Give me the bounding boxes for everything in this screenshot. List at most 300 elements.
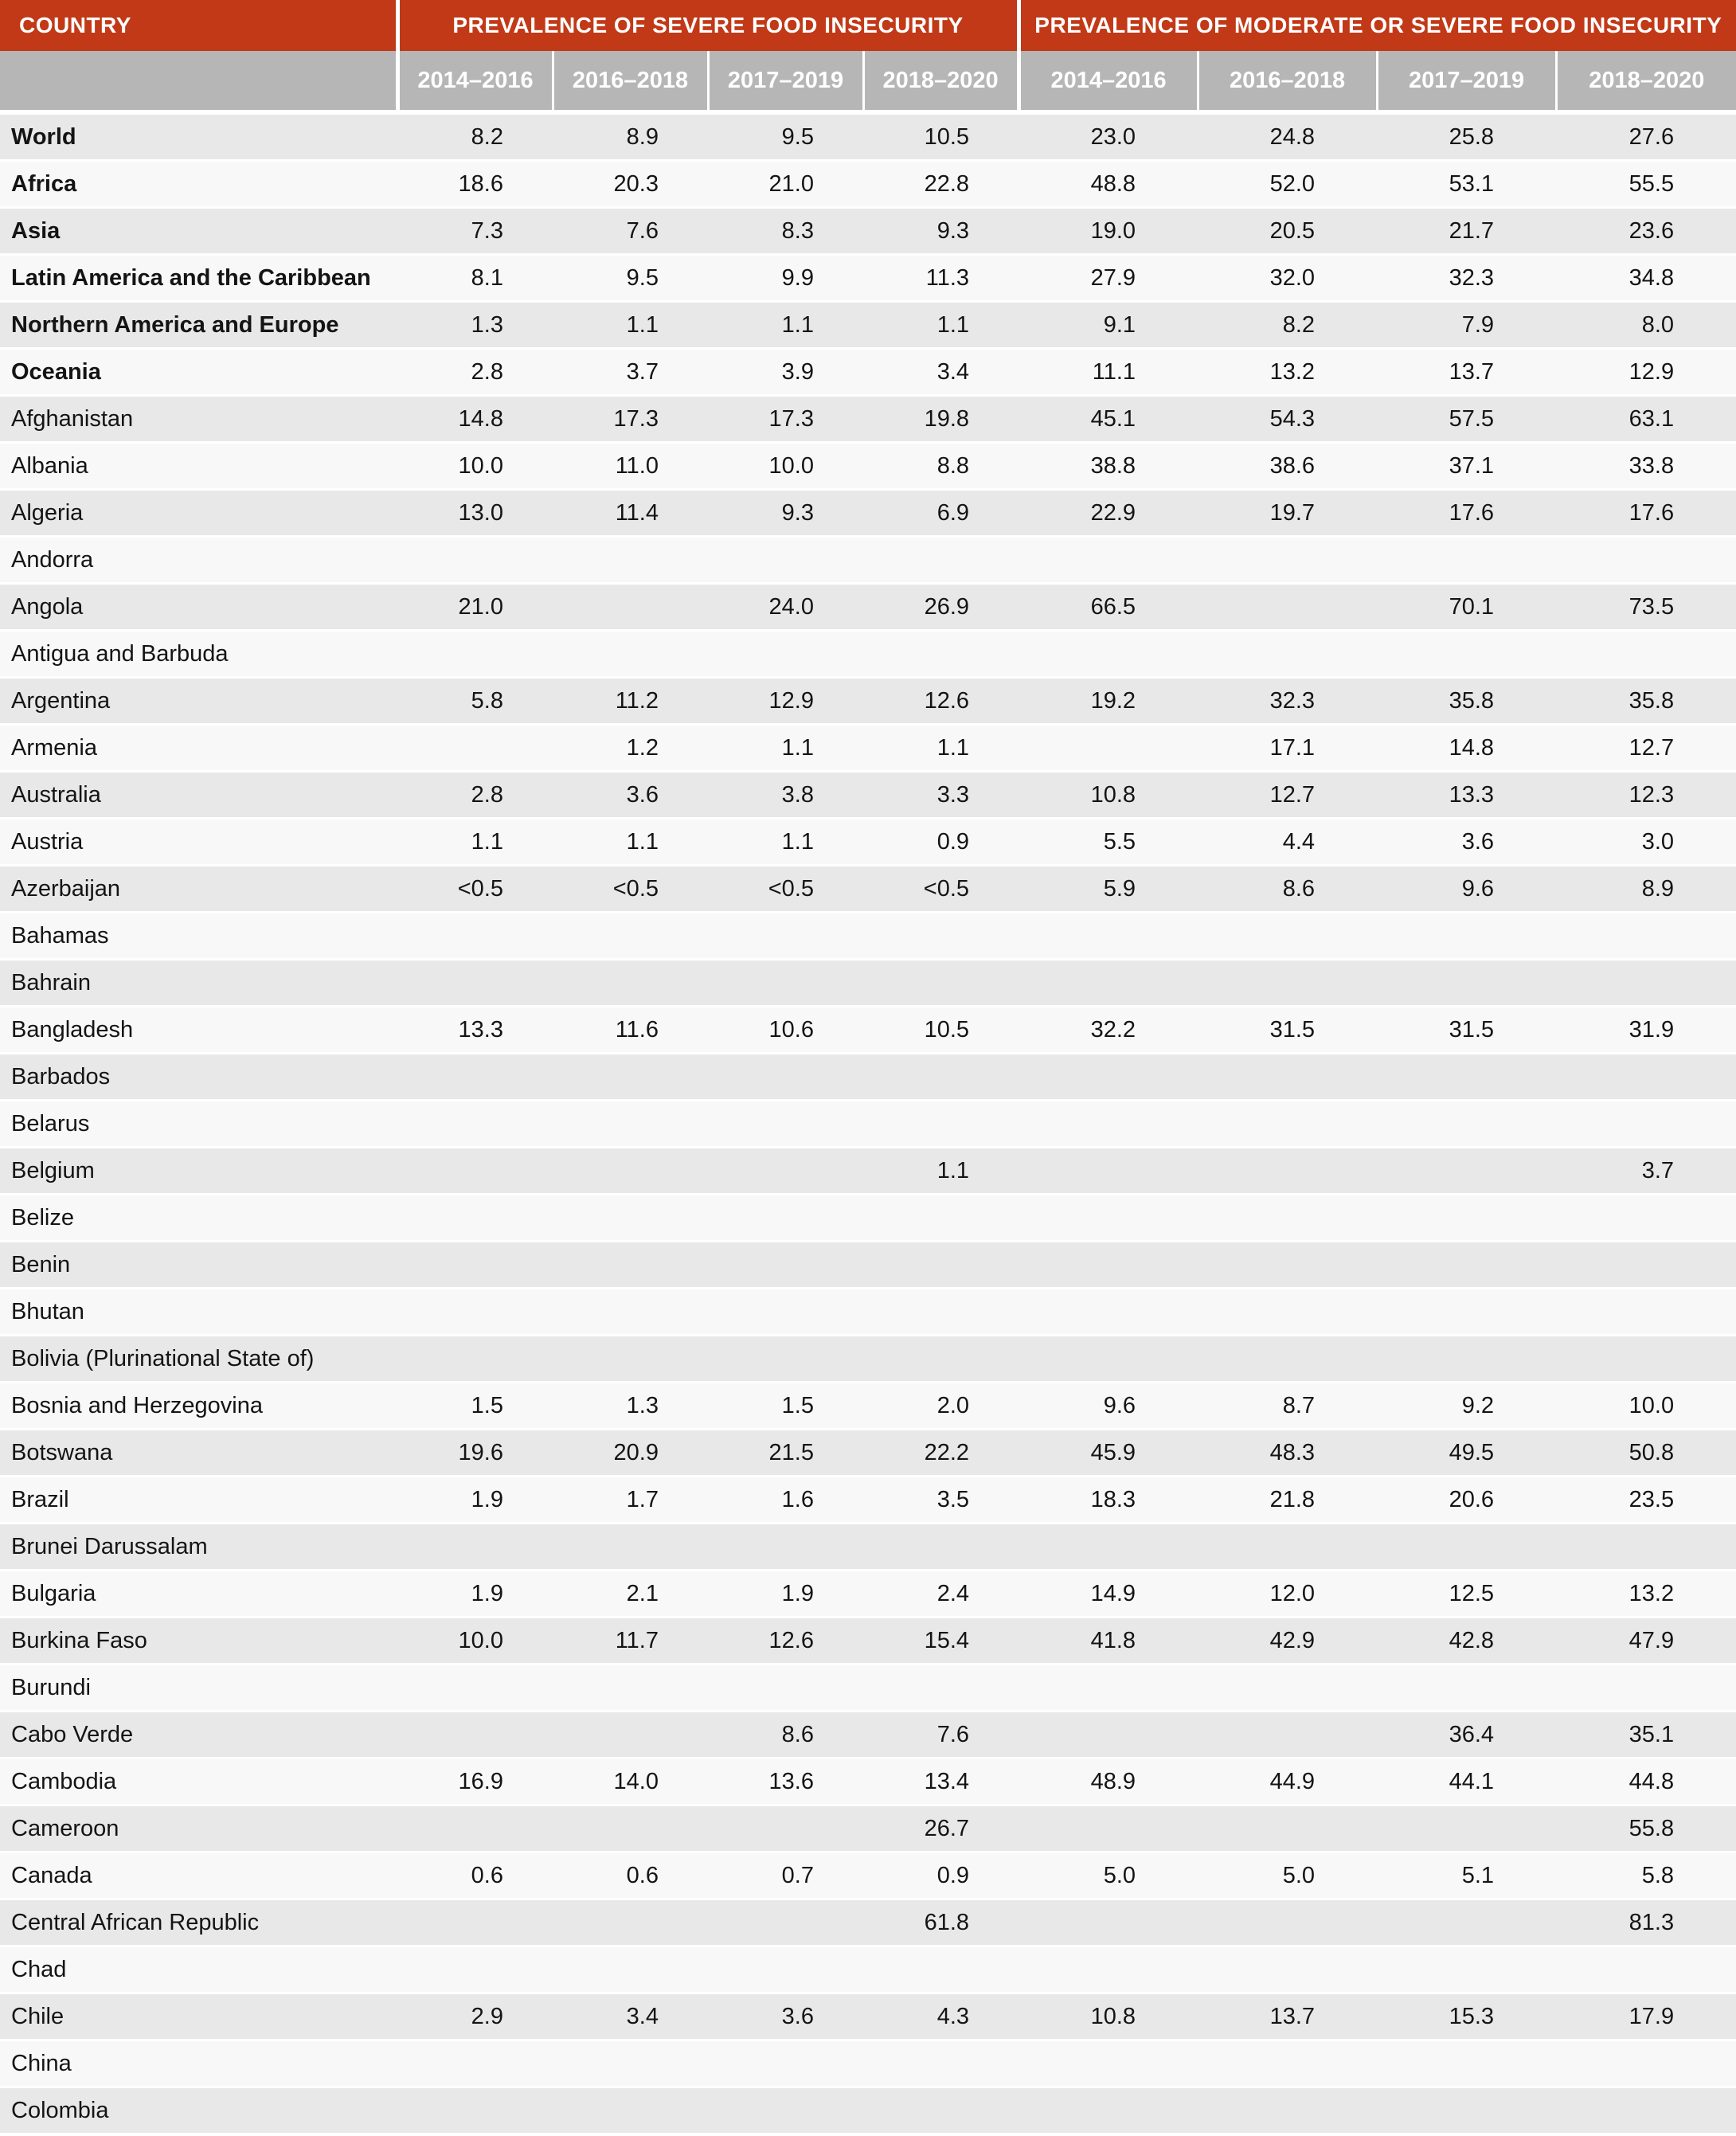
severe-value-cell: 14.0	[553, 1758, 708, 1805]
moderate-value-cell: 8.0	[1556, 302, 1736, 349]
moderate-value-cell: 12.0	[1198, 1571, 1377, 1618]
moderate-value-cell	[1019, 1289, 1198, 1336]
period-header-moderate-3: 2017–2019	[1377, 51, 1556, 112]
moderate-value-cell: 17.9	[1556, 1993, 1736, 2040]
period-header-severe-2: 2016–2018	[553, 51, 708, 112]
table-row	[0, 349, 1736, 396]
severe-value-cell: 22.8	[863, 161, 1019, 208]
severe-value-cell	[863, 1524, 1019, 1571]
moderate-value-cell	[1377, 1101, 1556, 1148]
severe-value-cell: 1.9	[708, 1571, 863, 1618]
table-body	[0, 112, 1736, 2134]
moderate-value-cell: 32.0	[1198, 255, 1377, 302]
severe-value-cell: 2.0	[863, 1383, 1019, 1430]
period-header-severe-4: 2018–2020	[863, 51, 1019, 112]
moderate-value-cell: 66.5	[1019, 584, 1198, 631]
severe-value-cell	[708, 1242, 863, 1289]
severe-value-cell	[708, 1805, 863, 1852]
moderate-value-cell: 5.8	[1556, 1852, 1736, 1899]
moderate-value-cell	[1377, 1336, 1556, 1383]
severe-value-cell	[397, 1054, 553, 1101]
country-cell: Argentina	[0, 678, 397, 725]
table-row	[0, 1195, 1736, 1242]
moderate-value-cell	[1377, 537, 1556, 584]
table-row	[0, 819, 1736, 866]
severe-value-cell: 7.6	[553, 208, 708, 255]
severe-value-cell: 8.2	[397, 112, 553, 161]
moderate-value-cell	[1556, 1336, 1736, 1383]
country-cell: Bhutan	[0, 1289, 397, 1336]
severe-value-cell: 10.0	[397, 443, 553, 490]
severe-value-cell: 1.1	[708, 819, 863, 866]
moderate-value-cell: 34.8	[1556, 255, 1736, 302]
moderate-value-cell: 31.5	[1377, 1007, 1556, 1054]
severe-value-cell: 1.1	[553, 819, 708, 866]
moderate-value-cell: 4.4	[1198, 819, 1377, 866]
moderate-value-cell: 53.1	[1377, 161, 1556, 208]
moderate-value-cell	[1377, 2087, 1556, 2134]
table-row	[0, 1148, 1736, 1195]
severe-value-cell: 9.5	[708, 112, 863, 161]
country-cell: China	[0, 2040, 397, 2087]
severe-value-cell: 1.1	[863, 1148, 1019, 1195]
moderate-value-cell	[1019, 1524, 1198, 1571]
moderate-value-cell: 38.6	[1198, 443, 1377, 490]
moderate-value-cell: 42.9	[1198, 1618, 1377, 1665]
severe-value-cell: 13.6	[708, 1758, 863, 1805]
moderate-value-cell	[1019, 960, 1198, 1007]
severe-value-cell	[553, 960, 708, 1007]
moderate-value-cell	[1198, 1242, 1377, 1289]
severe-value-cell: 19.6	[397, 1430, 553, 1477]
severe-value-cell: 1.6	[708, 1477, 863, 1524]
severe-value-cell: 11.2	[553, 678, 708, 725]
moderate-value-cell: 8.2	[1198, 302, 1377, 349]
table-row	[0, 1946, 1736, 1993]
severe-value-cell: 13.3	[397, 1007, 553, 1054]
severe-value-cell: <0.5	[708, 866, 863, 913]
severe-value-cell: 12.9	[708, 678, 863, 725]
country-cell: Bosnia and Herzegovina	[0, 1383, 397, 1430]
severe-value-cell	[863, 960, 1019, 1007]
country-cell: Chile	[0, 1993, 397, 2040]
country-cell: Angola	[0, 584, 397, 631]
table-row	[0, 725, 1736, 772]
moderate-value-cell	[1019, 1805, 1198, 1852]
moderate-value-cell: 50.8	[1556, 1430, 1736, 1477]
moderate-value-cell: 21.8	[1198, 1477, 1377, 1524]
severe-value-cell: 12.6	[708, 1618, 863, 1665]
severe-value-cell: 11.7	[553, 1618, 708, 1665]
country-cell: Burundi	[0, 1665, 397, 1712]
country-cell: Oceania	[0, 349, 397, 396]
table-row	[0, 1665, 1736, 1712]
severe-value-cell	[397, 960, 553, 1007]
country-cell: Bulgaria	[0, 1571, 397, 1618]
severe-value-cell: <0.5	[397, 866, 553, 913]
moderate-value-cell: 37.1	[1377, 443, 1556, 490]
table-row	[0, 1758, 1736, 1805]
severe-value-cell	[397, 1665, 553, 1712]
severe-value-cell	[397, 1524, 553, 1571]
moderate-value-cell	[1377, 1946, 1556, 1993]
severe-value-cell: 0.7	[708, 1852, 863, 1899]
table-row	[0, 960, 1736, 1007]
country-cell: Belize	[0, 1195, 397, 1242]
moderate-value-cell	[1198, 1805, 1377, 1852]
moderate-value-cell	[1198, 1712, 1377, 1758]
country-cell: Botswana	[0, 1430, 397, 1477]
severe-value-cell: 2.8	[397, 772, 553, 819]
severe-value-cell: 20.9	[553, 1430, 708, 1477]
moderate-value-cell: 73.5	[1556, 584, 1736, 631]
moderate-value-cell: 23.5	[1556, 1477, 1736, 1524]
severe-value-cell: 18.6	[397, 161, 553, 208]
severe-value-cell: 1.3	[553, 1383, 708, 1430]
moderate-value-cell	[1198, 2087, 1377, 2134]
severe-value-cell: 11.3	[863, 255, 1019, 302]
moderate-value-cell	[1377, 1524, 1556, 1571]
severe-value-cell: 1.1	[863, 302, 1019, 349]
severe-value-cell	[397, 1712, 553, 1758]
moderate-value-cell	[1019, 1899, 1198, 1946]
moderate-value-cell: 5.0	[1019, 1852, 1198, 1899]
moderate-value-cell	[1019, 1242, 1198, 1289]
country-cell: Latin America and the Caribbean	[0, 255, 397, 302]
moderate-value-cell: 11.1	[1019, 349, 1198, 396]
empty-header-cell	[0, 51, 397, 112]
severe-value-cell: 7.6	[863, 1712, 1019, 1758]
severe-value-cell	[708, 960, 863, 1007]
severe-value-cell	[397, 537, 553, 584]
severe-value-cell	[553, 1101, 708, 1148]
severe-value-cell: 11.6	[553, 1007, 708, 1054]
moderate-value-cell: 9.1	[1019, 302, 1198, 349]
severe-value-cell: 2.9	[397, 1993, 553, 2040]
severe-value-cell	[553, 1524, 708, 1571]
severe-value-cell: 1.1	[553, 302, 708, 349]
moderate-value-cell: 5.5	[1019, 819, 1198, 866]
period-header-moderate-1: 2014–2016	[1019, 51, 1198, 112]
severe-value-cell: 8.8	[863, 443, 1019, 490]
country-cell: Azerbaijan	[0, 866, 397, 913]
severe-value-cell	[553, 2087, 708, 2134]
moderate-value-cell	[1377, 1054, 1556, 1101]
moderate-value-cell: 44.9	[1198, 1758, 1377, 1805]
moderate-value-cell: 3.6	[1377, 819, 1556, 866]
moderate-value-cell	[1019, 631, 1198, 678]
moderate-value-cell: 17.6	[1556, 490, 1736, 537]
moderate-value-cell: 21.7	[1377, 208, 1556, 255]
table-row	[0, 1289, 1736, 1336]
severe-value-cell	[863, 1242, 1019, 1289]
moderate-value-cell: 14.8	[1377, 725, 1556, 772]
table-row	[0, 1007, 1736, 1054]
moderate-value-cell	[1198, 1946, 1377, 1993]
moderate-value-cell	[1019, 537, 1198, 584]
severe-value-cell	[553, 537, 708, 584]
moderate-value-cell	[1556, 1195, 1736, 1242]
table-row	[0, 1571, 1736, 1618]
table-row	[0, 161, 1736, 208]
moderate-value-cell: 48.9	[1019, 1758, 1198, 1805]
moderate-value-cell	[1019, 725, 1198, 772]
moderate-value-cell: 10.8	[1019, 772, 1198, 819]
moderate-value-cell: 5.0	[1198, 1852, 1377, 1899]
severe-value-cell: 5.8	[397, 678, 553, 725]
country-cell: Bangladesh	[0, 1007, 397, 1054]
moderate-value-cell: 17.1	[1198, 725, 1377, 772]
severe-value-cell	[397, 2087, 553, 2134]
table-row	[0, 1336, 1736, 1383]
severe-value-cell	[863, 1665, 1019, 1712]
moderate-value-cell: 12.5	[1377, 1571, 1556, 1618]
country-cell: Burkina Faso	[0, 1618, 397, 1665]
severe-value-cell: 24.0	[708, 584, 863, 631]
moderate-value-cell: 48.3	[1198, 1430, 1377, 1477]
severe-value-cell: 15.4	[863, 1618, 1019, 1665]
severe-value-cell: 8.3	[708, 208, 863, 255]
severe-value-cell	[397, 1195, 553, 1242]
country-cell: Colombia	[0, 2087, 397, 2134]
severe-value-cell	[863, 1054, 1019, 1101]
severe-value-cell: 22.2	[863, 1430, 1019, 1477]
severe-value-cell	[397, 1805, 553, 1852]
severe-value-cell: 11.4	[553, 490, 708, 537]
severe-value-cell	[708, 1289, 863, 1336]
table-row	[0, 772, 1736, 819]
severe-value-cell: 21.0	[397, 584, 553, 631]
table-header	[0, 0, 1736, 112]
severe-value-cell	[863, 537, 1019, 584]
severe-value-cell	[397, 725, 553, 772]
table-row	[0, 1477, 1736, 1524]
severe-value-cell: 17.3	[708, 396, 863, 443]
severe-value-cell: 13.4	[863, 1758, 1019, 1805]
moderate-value-cell: 49.5	[1377, 1430, 1556, 1477]
moderate-value-cell	[1198, 1665, 1377, 1712]
moderate-value-cell: 5.1	[1377, 1852, 1556, 1899]
moderate-value-cell	[1198, 631, 1377, 678]
moderate-value-cell: 45.9	[1019, 1430, 1198, 1477]
period-header-row	[0, 51, 1736, 112]
moderate-value-cell	[1019, 1665, 1198, 1712]
severe-value-cell: 3.9	[708, 349, 863, 396]
severe-value-cell	[553, 1899, 708, 1946]
severe-value-cell: 1.1	[708, 302, 863, 349]
moderate-value-cell: 23.0	[1019, 112, 1198, 161]
moderate-value-cell: 35.8	[1377, 678, 1556, 725]
severe-value-cell: 3.3	[863, 772, 1019, 819]
country-cell: Africa	[0, 161, 397, 208]
moderate-value-cell	[1019, 1946, 1198, 1993]
severe-value-cell	[708, 1946, 863, 1993]
moderate-value-cell: 54.3	[1198, 396, 1377, 443]
table-row	[0, 1618, 1736, 1665]
severe-value-cell	[553, 1665, 708, 1712]
country-cell: Afghanistan	[0, 396, 397, 443]
severe-value-cell	[397, 913, 553, 960]
moderate-value-cell: 14.9	[1019, 1571, 1198, 1618]
severe-value-cell: 1.9	[397, 1477, 553, 1524]
moderate-value-cell	[1198, 1101, 1377, 1148]
severe-value-cell	[863, 1289, 1019, 1336]
moderate-value-cell	[1377, 1665, 1556, 1712]
moderate-value-cell: 8.7	[1198, 1383, 1377, 1430]
table-row	[0, 1852, 1736, 1899]
moderate-value-cell	[1556, 913, 1736, 960]
moderate-value-cell	[1377, 631, 1556, 678]
country-cell: Northern America and Europe	[0, 302, 397, 349]
table-row	[0, 1993, 1736, 2040]
moderate-value-cell	[1019, 2087, 1198, 2134]
severe-value-cell	[553, 913, 708, 960]
column-group-moderate: PREVALENCE OF MODERATE OR SEVERE FOOD INSECURITY	[1019, 0, 1736, 51]
table-row	[0, 2040, 1736, 2087]
group-header-row	[0, 0, 1736, 51]
moderate-value-cell: 52.0	[1198, 161, 1377, 208]
table-row	[0, 302, 1736, 349]
severe-value-cell: 6.9	[863, 490, 1019, 537]
table-row	[0, 1383, 1736, 1430]
moderate-value-cell	[1377, 1195, 1556, 1242]
moderate-value-cell	[1019, 1195, 1198, 1242]
severe-value-cell	[708, 1524, 863, 1571]
moderate-value-cell: 32.2	[1019, 1007, 1198, 1054]
moderate-value-cell	[1198, 1524, 1377, 1571]
severe-value-cell	[863, 2087, 1019, 2134]
moderate-value-cell	[1019, 1101, 1198, 1148]
moderate-value-cell	[1019, 1054, 1198, 1101]
moderate-value-cell	[1556, 1101, 1736, 1148]
moderate-value-cell	[1198, 1289, 1377, 1336]
moderate-value-cell: 48.8	[1019, 161, 1198, 208]
severe-value-cell	[708, 1195, 863, 1242]
moderate-value-cell	[1198, 913, 1377, 960]
severe-value-cell	[863, 1195, 1019, 1242]
moderate-value-cell: 32.3	[1377, 255, 1556, 302]
severe-value-cell: 11.0	[553, 443, 708, 490]
country-cell: Cameroon	[0, 1805, 397, 1852]
country-cell: Chad	[0, 1946, 397, 1993]
country-cell: Australia	[0, 772, 397, 819]
severe-value-cell	[553, 1054, 708, 1101]
moderate-value-cell	[1198, 537, 1377, 584]
severe-value-cell	[708, 631, 863, 678]
moderate-value-cell: 31.9	[1556, 1007, 1736, 1054]
severe-value-cell: <0.5	[863, 866, 1019, 913]
moderate-value-cell: 70.1	[1377, 584, 1556, 631]
moderate-value-cell	[1019, 1148, 1198, 1195]
country-cell: Asia	[0, 208, 397, 255]
country-cell: Bolivia (Plurinational State of)	[0, 1336, 397, 1383]
country-cell: Belgium	[0, 1148, 397, 1195]
severe-value-cell	[553, 584, 708, 631]
country-cell: Benin	[0, 1242, 397, 1289]
severe-value-cell: 12.6	[863, 678, 1019, 725]
severe-value-cell	[553, 1336, 708, 1383]
table-row	[0, 1101, 1736, 1148]
table-row	[0, 112, 1736, 161]
moderate-value-cell	[1019, 1336, 1198, 1383]
moderate-value-cell: 41.8	[1019, 1618, 1198, 1665]
moderate-value-cell: 35.8	[1556, 678, 1736, 725]
moderate-value-cell	[1556, 2087, 1736, 2134]
country-cell: Cambodia	[0, 1758, 397, 1805]
table-row	[0, 537, 1736, 584]
severe-value-cell	[708, 537, 863, 584]
table-row	[0, 208, 1736, 255]
moderate-value-cell: 23.6	[1556, 208, 1736, 255]
severe-value-cell: 3.7	[553, 349, 708, 396]
column-header-country: COUNTRY	[0, 0, 397, 51]
severe-value-cell	[397, 1336, 553, 1383]
table-row	[0, 584, 1736, 631]
severe-value-cell	[708, 1054, 863, 1101]
severe-value-cell: 10.0	[708, 443, 863, 490]
moderate-value-cell: 13.3	[1377, 772, 1556, 819]
table-row	[0, 678, 1736, 725]
severe-value-cell	[553, 1946, 708, 1993]
moderate-value-cell: 81.3	[1556, 1899, 1736, 1946]
severe-value-cell	[553, 1195, 708, 1242]
country-cell: Bahamas	[0, 913, 397, 960]
moderate-value-cell: 55.8	[1556, 1805, 1736, 1852]
moderate-value-cell: 13.7	[1377, 349, 1556, 396]
table-row	[0, 1899, 1736, 1946]
table-row	[0, 913, 1736, 960]
severe-value-cell: 61.8	[863, 1899, 1019, 1946]
moderate-value-cell: 33.8	[1556, 443, 1736, 490]
severe-value-cell: <0.5	[553, 866, 708, 913]
severe-value-cell	[553, 1712, 708, 1758]
moderate-value-cell	[1198, 1899, 1377, 1946]
severe-value-cell	[553, 2040, 708, 2087]
moderate-value-cell: 5.9	[1019, 866, 1198, 913]
severe-value-cell: 1.2	[553, 725, 708, 772]
period-header-severe-3: 2017–2019	[708, 51, 863, 112]
moderate-value-cell	[1556, 631, 1736, 678]
moderate-value-cell	[1556, 2040, 1736, 2087]
moderate-value-cell	[1198, 584, 1377, 631]
moderate-value-cell	[1198, 1336, 1377, 1383]
moderate-value-cell: 15.3	[1377, 1993, 1556, 2040]
severe-value-cell	[397, 1242, 553, 1289]
moderate-value-cell: 42.8	[1377, 1618, 1556, 1665]
country-cell: Belarus	[0, 1101, 397, 1148]
country-cell: Armenia	[0, 725, 397, 772]
moderate-value-cell	[1377, 1289, 1556, 1336]
severe-value-cell	[553, 1289, 708, 1336]
severe-value-cell	[863, 631, 1019, 678]
moderate-value-cell: 9.2	[1377, 1383, 1556, 1430]
moderate-value-cell: 19.2	[1019, 678, 1198, 725]
severe-value-cell: 10.5	[863, 112, 1019, 161]
moderate-value-cell: 12.7	[1198, 772, 1377, 819]
severe-value-cell: 3.8	[708, 772, 863, 819]
moderate-value-cell	[1377, 1242, 1556, 1289]
severe-value-cell	[863, 1946, 1019, 1993]
severe-value-cell: 3.6	[708, 1993, 863, 2040]
severe-value-cell: 0.9	[863, 819, 1019, 866]
moderate-value-cell: 17.6	[1377, 490, 1556, 537]
severe-value-cell: 1.1	[397, 819, 553, 866]
table-row	[0, 1054, 1736, 1101]
period-header-moderate-2: 2016–2018	[1198, 51, 1377, 112]
moderate-value-cell	[1198, 1195, 1377, 1242]
moderate-value-cell: 45.1	[1019, 396, 1198, 443]
country-cell: Cabo Verde	[0, 1712, 397, 1758]
